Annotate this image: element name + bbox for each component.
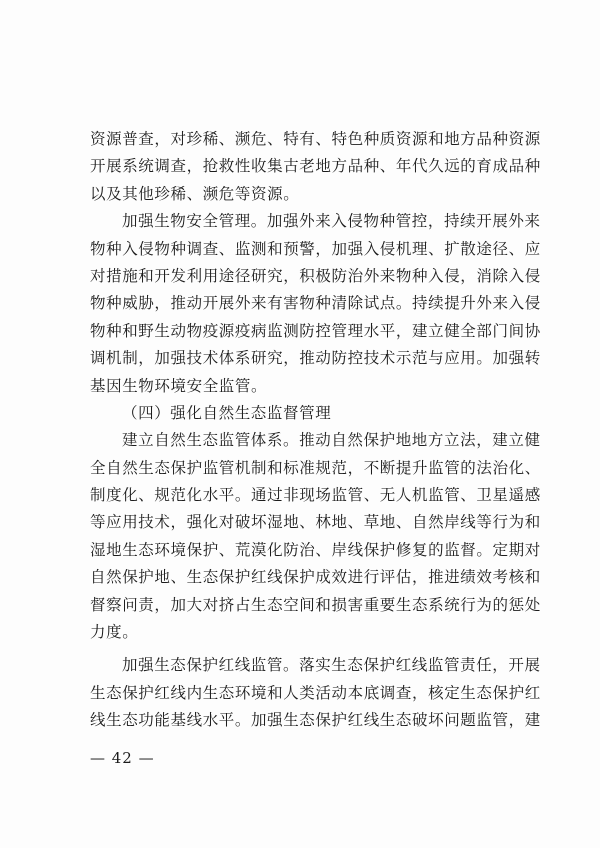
paragraph-line: 等应用技术，强化对破坏湿地、林地、草地、自然岸线等行为和 (90, 513, 541, 532)
paragraph-line: 建立自然生态监管体系。推动自然保护地地方立法，建立健 (122, 431, 541, 450)
paragraph-line: 加强生态保护红线监管。落实生态保护红线监管责任，开展 (122, 656, 541, 675)
paragraph-line: 基因生物环境安全监管。 (90, 376, 268, 395)
paragraph-line: 全自然生态保护监管机制和标准规范，不断提升监管的法治化、 (90, 458, 541, 477)
paragraph-line: 湿地生态环境保护、荒漠化防治、岸线保护修复的监督。定期对 (90, 540, 541, 559)
paragraph-line: 物种和野生动物疫源疫病监测防控管理水平，建立健全部门间协 (90, 321, 541, 340)
section-heading: （四）强化自然生态监督管理 (122, 403, 332, 422)
paragraph-line: 自然保护地、生态保护红线保护成效进行评估，推进绩效考核和 (90, 568, 541, 587)
paragraph-line: 资源普查，对珍稀、濒危、特有、特色种质资源和地方品种资源 (90, 130, 541, 148)
paragraph-line: 物种威胁，推动开展外来有害物种清除试点。持续提升外来入侵 (90, 294, 541, 313)
paragraph-line: 督察问责，加大对挤占生态空间和损害重要生态系统行为的惩处 (90, 595, 541, 614)
page-number: — 42 — (90, 749, 155, 767)
paragraph-line: 调机制，加强技术体系研究，推动防控技术示范与应用。加强转 (90, 349, 541, 368)
paragraph-line: 制度化、规范化水平。通过非现场监管、无人机监管、卫星遥感 (90, 486, 541, 505)
paragraph-line: 加强生物安全管理。加强外来入侵物种管控，持续开展外来 (122, 212, 541, 231)
paragraph-line: 对措施和开发利用途径研究，积极防治外来物种入侵，消除入侵 (90, 266, 541, 285)
paragraph-line: 线生态功能基线水平。加强生态保护红线生态破坏问题监管，建 (90, 711, 541, 730)
paragraph-line: 以及其他珍稀、濒危等资源。 (90, 184, 300, 203)
paragraph-line: 力度。 (90, 623, 139, 642)
body-text (90, 126, 541, 735)
paragraph-line: 生态保护红线内生态环境和人类活动本底调查，核定生态保护红 (90, 683, 541, 702)
paragraph-line: 开展系统调查，抢救性收集古老地方品种、年代久远的育成品种 (90, 157, 541, 176)
paragraph-line: 物种入侵物种调查、监测和预警，加强入侵机理、扩散途径、应 (90, 239, 541, 258)
